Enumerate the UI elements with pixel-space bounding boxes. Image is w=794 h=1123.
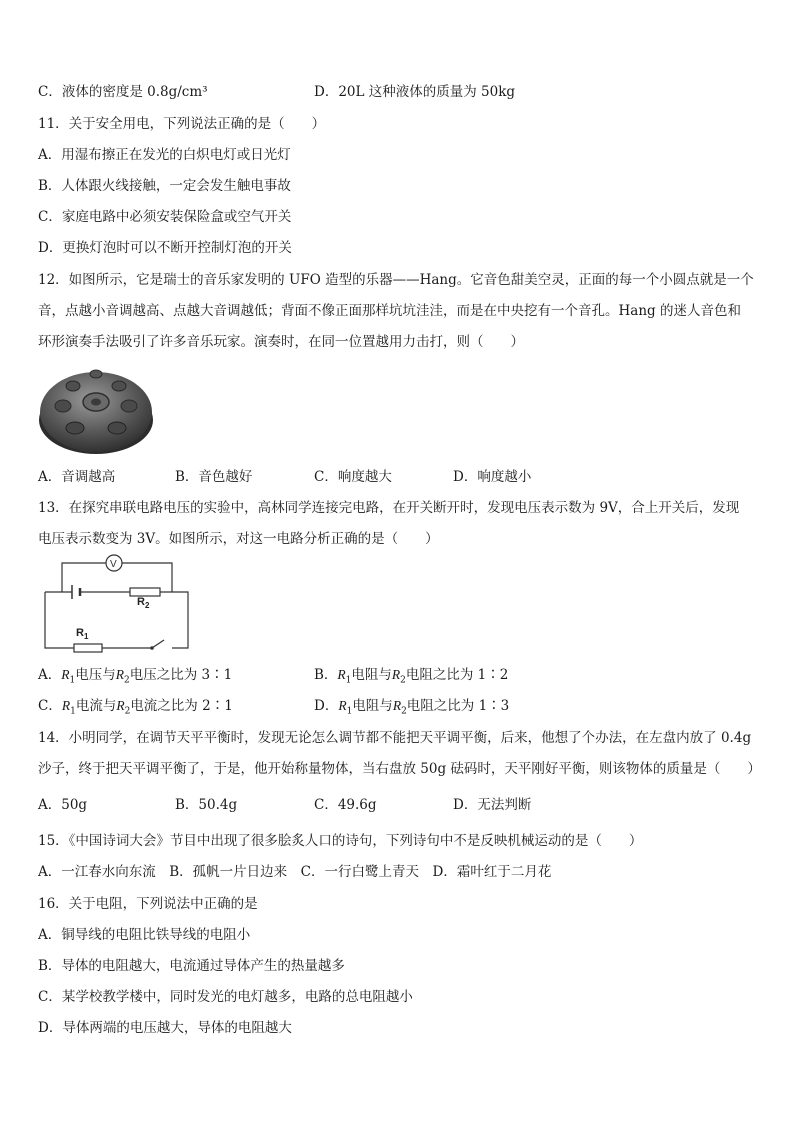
q12-option-b: B．音色越好 [175, 469, 253, 485]
circuit-diagram [40, 552, 195, 656]
q13-option-c: C．$R_1$电流与$R_2$电流之比为 2∶1 [38, 698, 233, 717]
q12-option-a: A．音调越高 [38, 469, 116, 485]
svg-text:R2 [137, 596, 150, 610]
hang-drum-photo [37, 362, 155, 458]
voltmeter-symbol: V [110, 559, 117, 570]
q15-options: A．一江春水向东流 B．孤帆一片日边来 C．一行白鹭上青天 D．霜叶红于二月花 [38, 864, 552, 880]
q16-option-a: A．铜导线的电阻比铁导线的电阻小 [38, 927, 251, 943]
q14-stem-line2: 沙子，终于把天平调平衡了，于是，他开始称量物体，当右盘放 50g 砝码时，天平刚好平衡，则该物体的质量是（ ） [38, 761, 761, 777]
fig-r2-sub: 2 [144, 601, 150, 610]
q11-option-b: B．人体跟火线接触，一定会发生触电事故 [38, 178, 291, 194]
q12-option-c: C．响度越大 [314, 469, 392, 485]
q14-option-b: B．50.4g [175, 797, 238, 813]
q11-option-c: C．家庭电路中必须安装保险盒或空气开关 [38, 209, 292, 225]
q14-option-a: A．50g [38, 797, 88, 813]
hang-drum-icon [37, 362, 155, 458]
q13-option-d: D．$R_1$电阻与$R_2$电阻之比为 1∶3 [314, 698, 510, 717]
q16-option-c: C．某学校教学楼中，同时发光的电灯越多，电路的总电阻越小 [38, 989, 413, 1005]
q12-option-d: D．响度越小 [453, 469, 532, 485]
q12-stem-line2: 音，点越小音调越高、点越大音调越低；背面不像正面那样坑坑洼洼，而是在中央挖有一个音孔。Hang 的迷人音色和 [38, 303, 741, 319]
circuit-icon [40, 552, 195, 656]
svg-text:R1 [76, 627, 89, 641]
q11-stem: 11．关于安全用电，下列说法正确的是（ ） [38, 116, 326, 132]
fig-r1-label: R [76, 627, 84, 639]
q16-option-b: B．导体的电阻越大，电流通过导体产生的热量越多 [38, 958, 345, 974]
q14-option-c: C．49.6g [314, 797, 377, 813]
q13-stem-line1: 13．在探究串联电路电压的实验中，高林同学连接完电路，在开关断开时，发现电压表示数为 9V，合上开关后，发现 [38, 500, 740, 516]
q12-stem-line3: 环形演奏手法吸引了许多音乐玩家。演奏时，在同一位置越用力击打，则（ ） [38, 334, 524, 350]
q10-option-c: C．液体的密度是 0.8g/cm³ [38, 84, 208, 100]
q10-option-d: D．20L 这种液体的质量为 50kg [314, 84, 516, 100]
fig-r1-sub: 1 [83, 632, 89, 641]
fig-r2-label: R [137, 596, 145, 608]
q14-stem-line1: 14．小明同学，在调节天平平衡时，发现无论怎么调节都不能把天平调平衡，后来，他想了个办法，在左盘内放了 0.4g [38, 730, 752, 746]
q13-option-b: B．$R_1$电阻与$R_2$电阻之比为 1∶2 [314, 667, 509, 686]
q13-stem-line2: 电压表示数变为 3V。如图所示，对这一电路分析正确的是（ ） [38, 531, 439, 547]
q15-stem: 15．《中国诗词大会》节目中出现了很多脍炙人口的诗句，下列诗句中不是反映机械运动的是（ ） [38, 833, 643, 849]
q13-option-a: A．$R_1$电压与$R_2$电压之比为 3∶1 [38, 667, 233, 686]
q12-stem-line1: 12．如图所示，它是瑞士的音乐家发明的 UFO 造型的乐器——Hang。它音色甜美空灵，正面的每一个小圆点就是一个 [38, 272, 754, 288]
q16-option-d: D．导体两端的电压越大，导体的电阻越大 [38, 1020, 292, 1036]
q11-option-d: D．更换灯泡时可以不断开控制灯泡的开关 [38, 240, 292, 256]
q14-option-d: D．无法判断 [453, 797, 532, 813]
q16-stem: 16．关于电阻，下列说法中正确的是 [38, 896, 258, 912]
q11-option-a: A．用湿布擦正在发光的白炽电灯或日光灯 [38, 147, 291, 163]
